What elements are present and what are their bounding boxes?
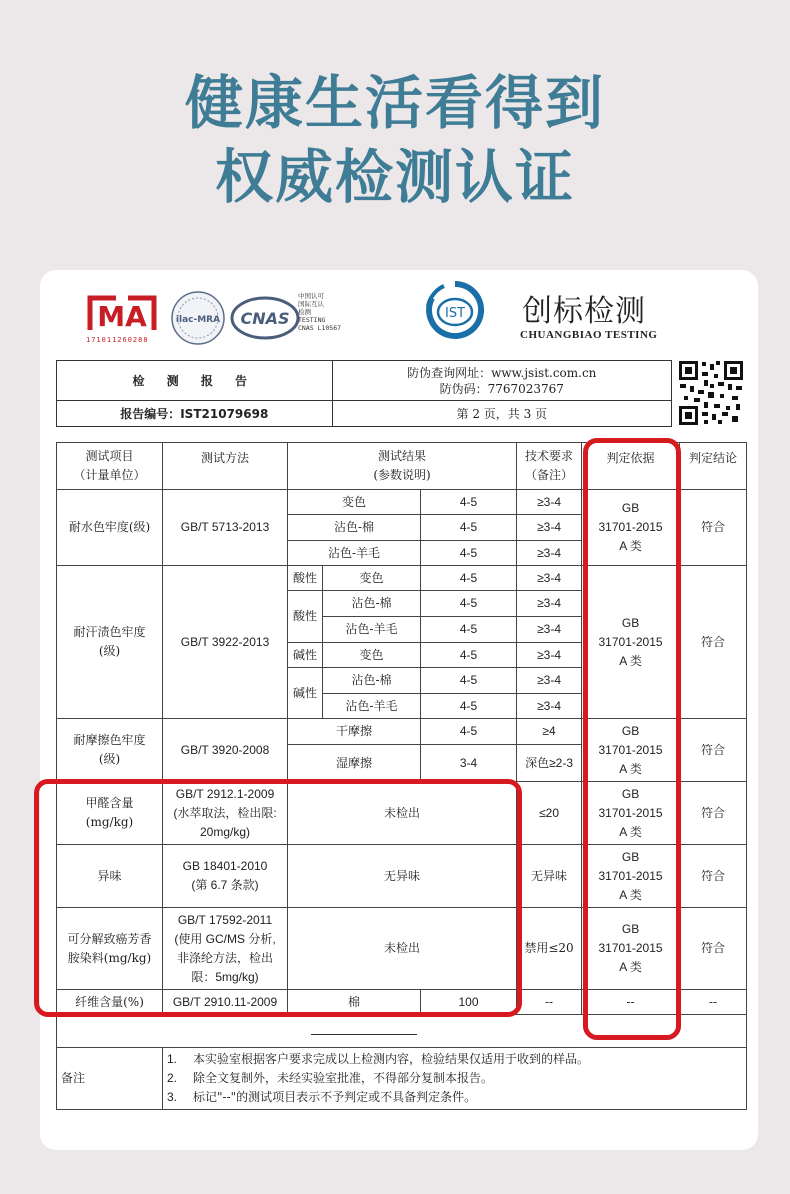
basis-line: A 类 <box>619 653 642 668</box>
result-param: 沾色-棉 <box>288 515 421 541</box>
svg-text:CNAS: CNAS <box>240 309 290 328</box>
basis-line: GB <box>621 501 640 515</box>
ilac-mra-logo-icon <box>170 290 226 346</box>
result-value: 4-5 <box>421 719 517 745</box>
alkali-label: 碱性 <box>288 668 323 719</box>
amine-item: 可分解致癌芳香 胺染料(mg/kg) <box>57 908 163 990</box>
alkali-label: 碱性 <box>288 643 323 668</box>
result-value: 4-5 <box>421 490 517 515</box>
note-text: 标记"--"的测试项目表示不予判定或不具备判定条件。 <box>193 1090 477 1104</box>
requirement: ≥3-4 <box>517 617 582 643</box>
safety-highlight-box <box>34 779 522 1017</box>
sweat-method: GB/T 3922-2013 <box>163 566 288 719</box>
result-param: 沾色-棉 <box>323 668 421 694</box>
basis-line: A 类 <box>619 960 642 974</box>
result-param: 沾色-羊毛 <box>288 541 421 566</box>
end-line <box>311 1034 417 1035</box>
result-value: 4-5 <box>421 566 517 591</box>
result-value: 4-5 <box>421 591 517 617</box>
basis-line: 31701-2015 <box>598 941 663 955</box>
note-text: 本实验室根据客户要求完成以上检测内容，检验结果仅适用于收到的样品。 <box>193 1052 590 1066</box>
notes-row <box>57 1048 747 1110</box>
result-param: 变色 <box>288 490 421 515</box>
amine-requirement: 禁用≤20 <box>517 908 582 990</box>
note-item <box>167 1088 746 1107</box>
brand-name-cn: 创标检测 <box>522 294 646 329</box>
odor-conclusion: 符合 <box>680 845 747 908</box>
requirement: ≥3-4 <box>517 668 582 694</box>
requirement: ≥3-4 <box>517 490 582 515</box>
note-number: 2. <box>167 1071 178 1085</box>
formaldehyde-conclusion: 符合 <box>680 782 747 845</box>
basis-highlight-box <box>583 438 681 1040</box>
result-value: 4-5 <box>421 617 517 643</box>
anti-fake-code: 防伪码：7767023767 <box>439 381 564 396</box>
basis-line: 31701-2015 <box>598 520 663 534</box>
fiber-conclusion: -- <box>680 990 747 1015</box>
notes-label: 备注 <box>57 1048 163 1110</box>
basis-line: GB <box>621 849 640 864</box>
headline-line-1: 健康生活看得到 <box>184 69 605 137</box>
basis-line: A 类 <box>619 539 642 553</box>
certification-logos <box>86 290 346 346</box>
requirement: ≥3-4 <box>517 643 582 668</box>
report-number: 报告编号：IST21079698 <box>57 401 333 427</box>
note-text: 除全文复制外，未经实验室批准，不得部分复制本报告。 <box>193 1071 494 1085</box>
brand-name-en: CHUANGBIAO TESTING <box>520 329 658 341</box>
rub-item: 耐摩擦色牢度 (级) <box>57 719 163 782</box>
header-basis: 判定依据 <box>582 443 680 490</box>
odor-item: 异味 <box>57 845 163 908</box>
fiber-requirement: -- <box>517 990 582 1015</box>
cnas-note: 中国认可 国际互认 检测 TESTING CNAS L10567 <box>298 292 342 332</box>
result-value: 3-4 <box>421 745 517 782</box>
basis-line: GB <box>621 786 640 801</box>
report-title: 检 测 报 告 <box>57 361 333 401</box>
basis-line: A 类 <box>619 824 642 839</box>
notes-content <box>163 1048 747 1110</box>
odor-method: GB 18401-2010 (第 6.7 条款) <box>163 845 288 908</box>
basis-line: GB <box>621 615 640 630</box>
ist-logo-icon <box>422 280 488 340</box>
result-value: 4-5 <box>421 694 517 719</box>
fiber-method: GB/T 2910.11-2009 <box>163 990 288 1015</box>
result-value: 4-5 <box>421 643 517 668</box>
fiber-basis: -- <box>582 990 680 1015</box>
note-number: 3. <box>167 1090 178 1104</box>
rub-method: GB/T 3920-2008 <box>163 719 288 782</box>
formaldehyde-result: 未检出 <box>288 782 517 845</box>
requirement: ≥3-4 <box>517 566 582 591</box>
anti-fake-url: 防伪查询网址：www.jsist.com.cn <box>407 365 597 380</box>
page-indicator: 第 2 页，共 3 页 <box>332 401 671 427</box>
note-item <box>167 1050 746 1069</box>
result-param: 变色 <box>323 643 421 668</box>
sweat-conclusion: 符合 <box>680 566 747 719</box>
requirement: ≥3-4 <box>517 541 582 566</box>
basis-line: A 类 <box>619 761 642 776</box>
acid-label: 酸性 <box>288 591 323 643</box>
water-conclusion: 符合 <box>680 490 747 566</box>
svg-text:MA: MA <box>97 300 147 333</box>
cnas-logo-icon <box>230 294 300 342</box>
result-value: 4-5 <box>421 515 517 541</box>
result-param: 沾色-羊毛 <box>323 617 421 643</box>
amine-conclusion: 符合 <box>680 908 747 990</box>
note-item <box>167 1069 746 1088</box>
header-method: 测试方法 <box>163 443 288 490</box>
result-param: 沾色-棉 <box>323 591 421 617</box>
result-value: 4-5 <box>421 668 517 694</box>
result-param: 变色 <box>323 566 421 591</box>
basis-line: GB <box>621 922 640 936</box>
result-param: 干摩擦 <box>288 719 421 745</box>
sweat-item: 耐汗渍色牢度 (级) <box>57 566 163 719</box>
basis-line: 31701-2015 <box>598 742 663 757</box>
requirement: ≥3-4 <box>517 694 582 719</box>
result-value: 4-5 <box>421 541 517 566</box>
basis-line: A 类 <box>619 887 642 902</box>
rub-conclusion: 符合 <box>680 719 747 782</box>
header-conclusion: 判定结论 <box>680 443 747 490</box>
water-item: 耐水色牢度(级) <box>57 490 163 566</box>
result-param: 湿摩擦 <box>288 745 421 782</box>
formaldehyde-item: 甲醛含量 (mg/kg) <box>57 782 163 845</box>
anti-fake-info <box>332 361 671 401</box>
basis-line: 31701-2015 <box>598 868 663 883</box>
svg-text:IST: IST <box>444 306 466 321</box>
header-requirement: 技术要求 （备注） <box>517 443 582 490</box>
requirement: ≥3-4 <box>517 591 582 617</box>
header-item: 测试项目 （计量单位） <box>57 443 163 490</box>
result-param: 沾色-羊毛 <box>323 694 421 719</box>
amine-result: 未检出 <box>288 908 517 990</box>
basis-line: 31701-2015 <box>598 805 663 820</box>
water-method: GB/T 5713-2013 <box>163 490 288 566</box>
basis-line: 31701-2015 <box>598 634 663 649</box>
report-header-table <box>56 360 672 427</box>
qr-code-icon <box>678 360 744 426</box>
requirement: 深色≥2-3 <box>517 745 582 782</box>
fiber-param: 棉 <box>288 990 421 1015</box>
note-number: 1. <box>167 1052 178 1066</box>
cma-code: 171011260288 <box>86 336 149 344</box>
svg-text:ilac-MRA: ilac-MRA <box>175 315 221 325</box>
header-result: 测试结果 (参数说明) <box>288 443 517 490</box>
requirement: ≥4 <box>517 719 582 745</box>
basis-line: GB <box>621 723 640 738</box>
headline-line-2: 权威检测认证 <box>214 143 575 211</box>
formaldehyde-requirement: ≤20 <box>517 782 582 845</box>
amine-method: GB/T 17592-2011 (使用 GC/MS 分析, 非涤纶方法，检出 限：5mg/kg) <box>163 908 288 990</box>
formaldehyde-method: GB/T 2912.1-2009 (水萃取法，检出限: 20mg/kg) <box>163 782 288 845</box>
requirement: ≥3-4 <box>517 515 582 541</box>
fiber-value: 100 <box>421 990 517 1015</box>
fiber-item: 纤维含量(%) <box>57 990 163 1015</box>
acid-label: 酸性 <box>288 566 323 591</box>
odor-result: 无异味 <box>288 845 517 908</box>
odor-requirement: 无异味 <box>517 845 582 908</box>
